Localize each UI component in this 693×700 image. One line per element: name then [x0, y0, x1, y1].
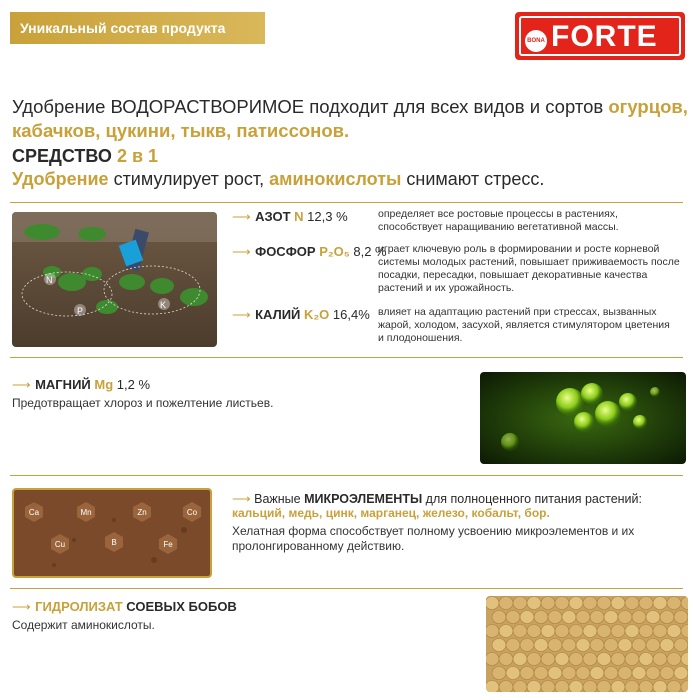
- divider: [10, 202, 683, 203]
- stimulus-line: Удобрение стимулирует рост, аминокислоты снимают стресс.: [12, 169, 545, 189]
- nutrient-row-nitrogen: ⟶ АЗОТ N 12,3 %: [232, 209, 348, 224]
- svg-text:Zn: Zn: [137, 508, 147, 517]
- forte-wordmark: FORTE: [551, 20, 658, 53]
- nutrient-row-potassium: ⟶ КАЛИЙ K₂O 16,4%: [232, 307, 370, 322]
- arrow-icon: ⟶: [232, 244, 251, 259]
- arrow-icon: ⟶: [232, 491, 251, 506]
- cells-photo: [480, 372, 686, 464]
- soil-photo: [12, 488, 212, 578]
- header-badge: Уникальный состав продукта: [10, 12, 265, 44]
- micro-list: кальций, медь, цинк, марганец, железо, кобальт, бор.: [232, 506, 550, 520]
- svg-text:Cu: Cu: [54, 540, 66, 549]
- nutrient-desc-potassium: влияет на адаптацию растений при стрессах, вызванных жарой, холодом, засухой, является стимулятором цветения и плодоношения.: [378, 306, 670, 344]
- bona-mark: BONA: [525, 30, 547, 52]
- svg-text:Fe: Fe: [163, 540, 173, 549]
- micro-desc: Хелатная форма способствует полному усвоению микроэлементов и их пролонгированному действию.: [232, 524, 635, 553]
- brand-logo: [515, 12, 685, 60]
- arrow-icon: ⟶: [12, 377, 31, 392]
- hydrolyzate-desc: Содержит аминокислоты.: [12, 618, 155, 632]
- label-p: P: [77, 306, 84, 316]
- magnesium-row: ⟶ МАГНИЙ Mg 1,2 %: [12, 377, 151, 392]
- svg-text:Co: Co: [186, 508, 198, 517]
- micro-heading: ⟶ Важные МИКРОЭЛЕМЕНТЫ для полноценного питания растений:: [232, 491, 642, 506]
- hydrolyzate-row: ⟶ ГИДРОЛИЗАТ СОЕВЫХ БОБОВ: [12, 599, 237, 614]
- divider: [10, 588, 683, 589]
- label-n: N: [46, 275, 53, 285]
- arrow-icon: ⟶: [232, 209, 251, 224]
- divider: [10, 475, 683, 476]
- garden-photo: [12, 212, 217, 347]
- magnesium-desc: Предотвращает хлороз и пожелтение листьев.: [12, 396, 274, 410]
- nutrient-desc-phosphorus: играет ключевую роль в формировании и росте корневой системы молодых растений, повышает приживаемость после посадки, пересадки, повышает декоративные качества растений и их урожайность.: [378, 243, 680, 294]
- arrow-icon: ⟶: [232, 307, 251, 322]
- intro-text: Удобрение ВОДОРАСТВОРИМОЕ подходит для всех видов и сортов огурцов, кабачков, цукини, тыкв, патиссонов.: [12, 96, 688, 141]
- nutrient-row-phosphorus: ⟶ ФОСФОР P₂O₅ 8,2 %: [232, 244, 387, 259]
- sredstvo-heading: СРЕДСТВО 2 в 1: [12, 146, 159, 166]
- svg-text:B: B: [111, 538, 117, 547]
- svg-text:Mn: Mn: [80, 508, 92, 517]
- divider: [10, 357, 683, 358]
- soybeans-photo: [486, 596, 688, 692]
- svg-text:Ca: Ca: [28, 508, 40, 517]
- arrow-icon: ⟶: [12, 599, 31, 614]
- nutrient-desc-nitrogen: определяет все ростовые процессы в растениях, способствует наращиванию вегетативной массы.: [378, 208, 619, 233]
- label-k: K: [160, 300, 167, 310]
